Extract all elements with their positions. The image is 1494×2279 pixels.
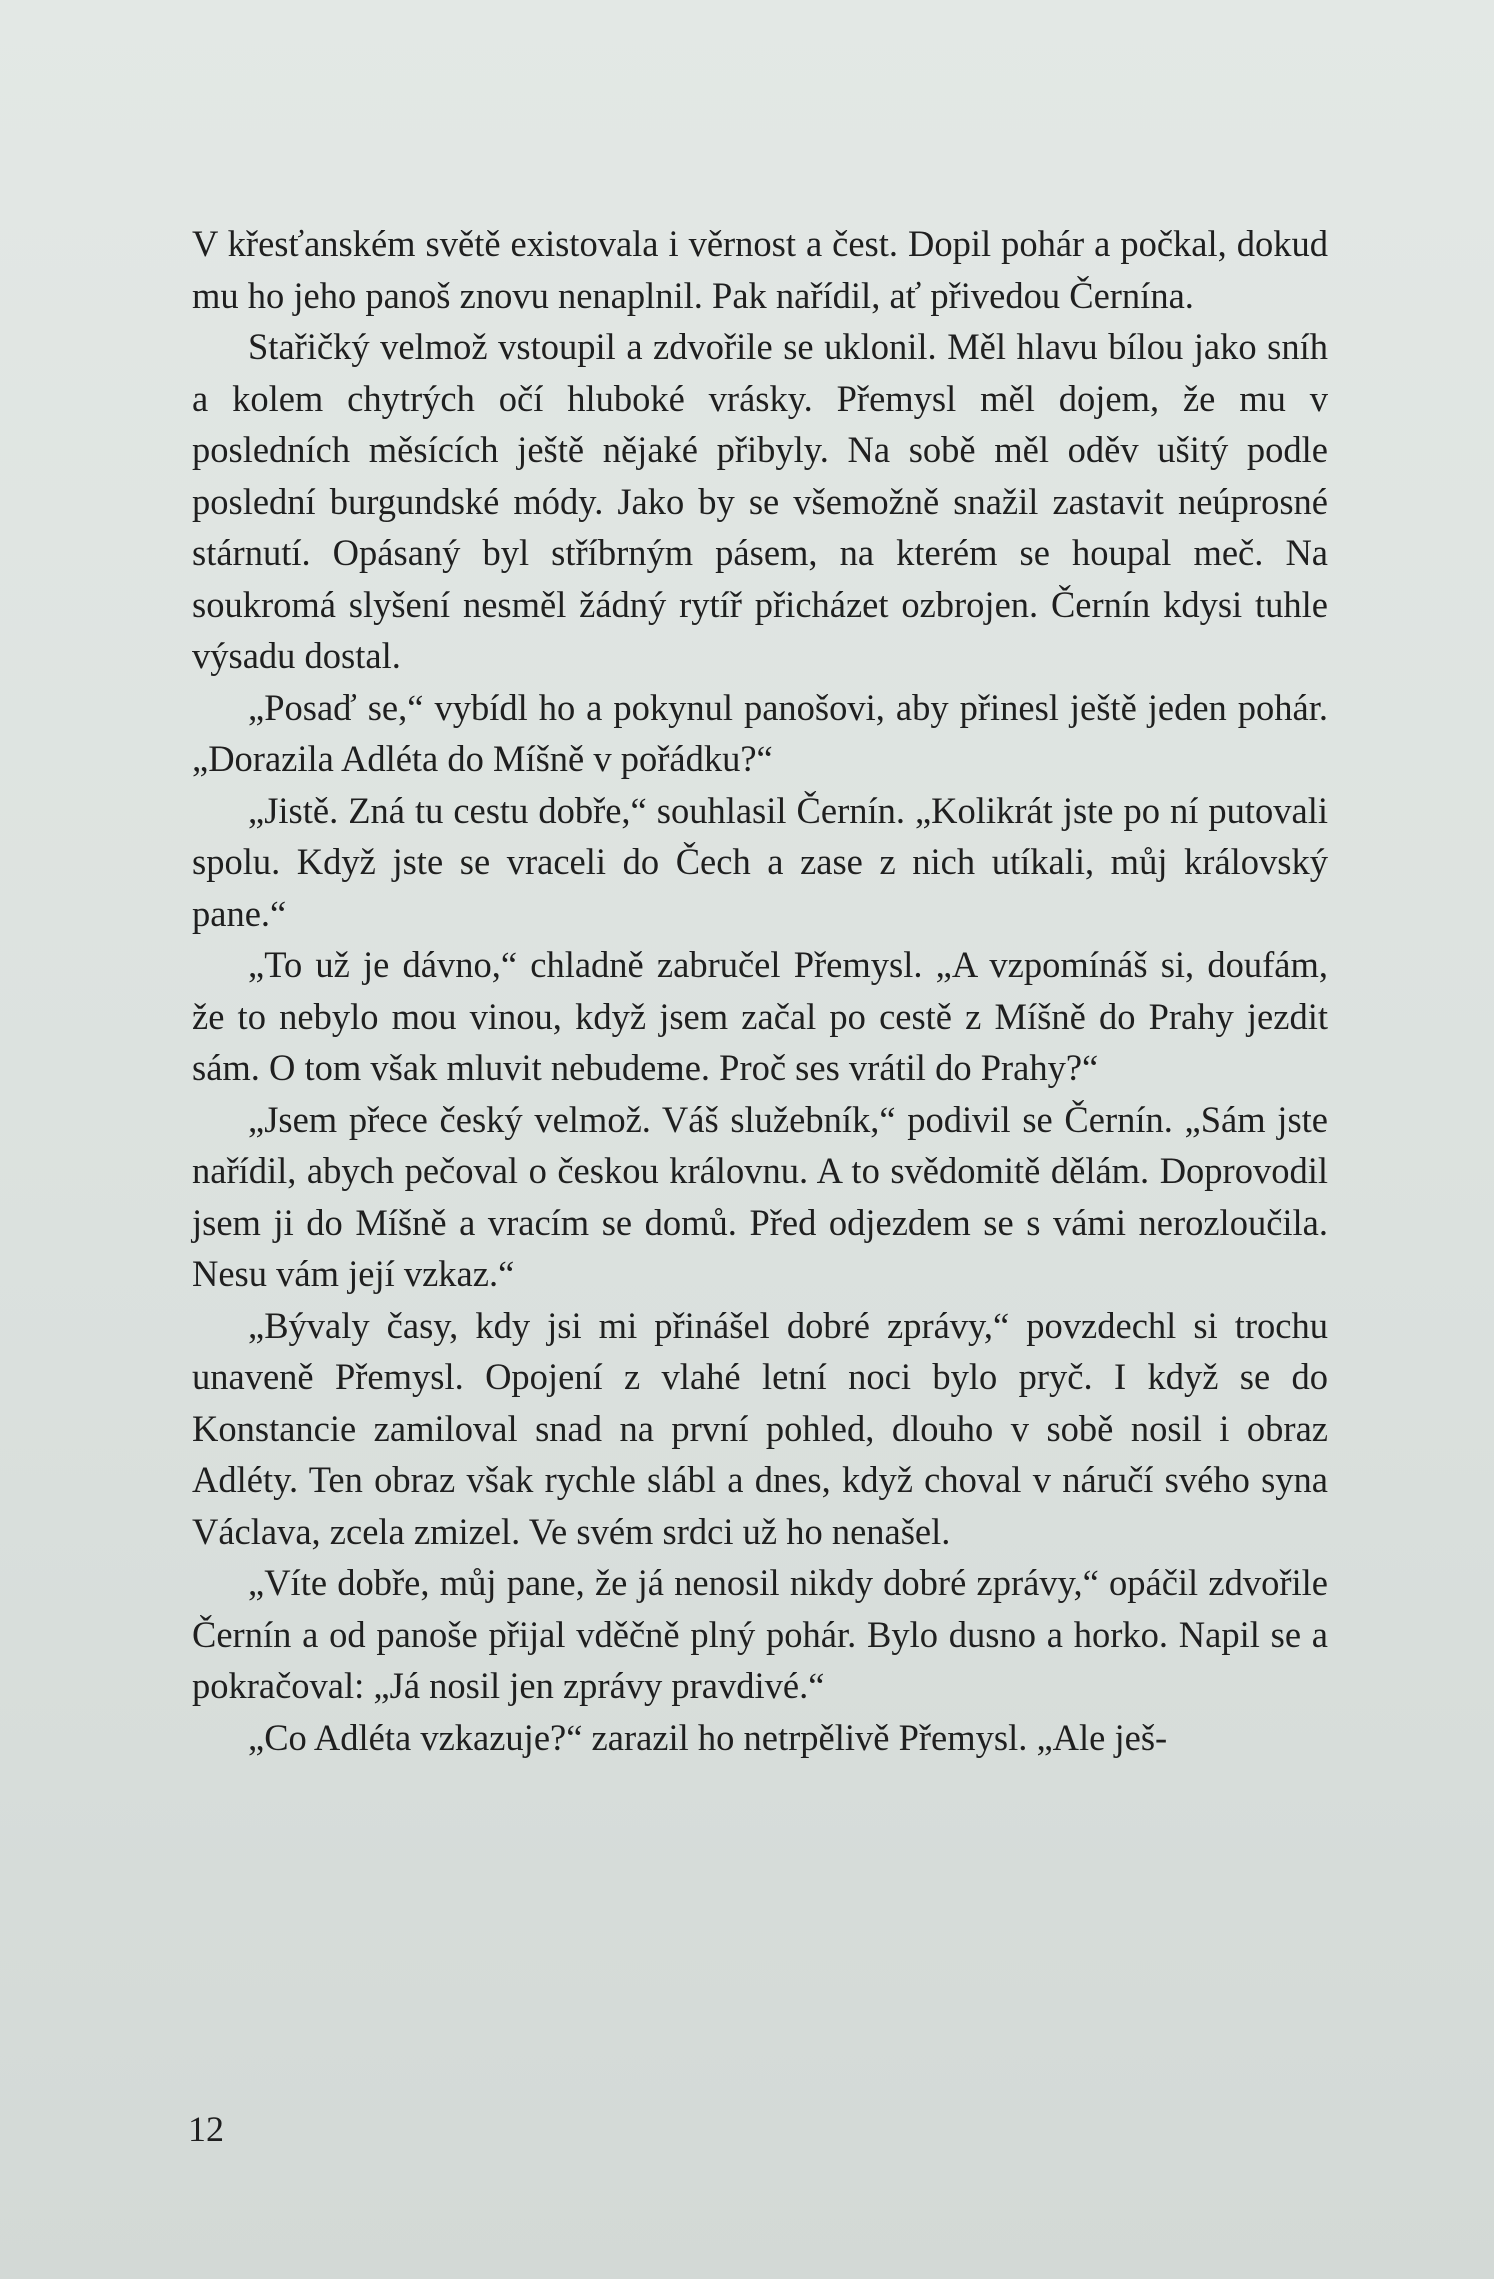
paragraph: „Posaď se,“ vybídl ho a pokynul panošovi, aby přinesl ještě jeden pohár. „Dorazila Adléta do Míšně v pořádku?“ — [192, 686, 1328, 779]
paragraph: „Co Adléta vzkazuje?“ zarazil ho netrpělivě Přemysl. „Ale ješ- — [248, 1716, 1168, 1758]
paragraph: „Jsem přece český velmož. Váš služebník,“ podivil se Černín. „Sám jste nařídil, abych pečoval o českou královnu. A to svědomitě dělám. Doprovodil jsem ji do Míšně a vracím se domů. Před odjezdem se s vámi nerozloučila. Nesu vám její vzkaz.“ — [192, 1098, 1328, 1294]
page-number: 12 — [188, 2109, 224, 2149]
body-text — [192, 218, 1328, 1763]
paragraph: V křesťanském světě existovala i věrnost a čest. Dopil pohár a počkal, dokud mu ho jeho panoš znovu nenaplnil. Pak nařídil, ať přivedou Černína. — [192, 223, 1328, 316]
paragraph: „Víte dobře, můj pane, že já nenosil nikdy dobré zprávy,“ opáčil zdvořile Černín a od panoše přijal vděčně plný pohár. Bylo dusno a horko. Napil se a pokračoval: „Já nosil jen zprávy pravdivé.“ — [192, 1562, 1328, 1706]
paragraph: Stařičký velmož vstoupil a zdvořile se uklonil. Měl hlavu bílou jako sníh a kolem chytrých očí hluboké vrásky. Přemysl měl dojem, že mu v posledních měsících ještě nějaké přibyly. Na sobě měl oděv ušitý podle poslední burgundské módy. Jako by se všemožně snažil zastavit neúprosné stárnutí. Opásaný byl stříbrným pásem, na kterém se houpal meč. Na soukromá slyšení nesměl žádný rytíř přicházet ozbrojen. Černín kdysi tuhle výsadu dostal. — [192, 326, 1328, 676]
paragraph: „Jistě. Zná tu cestu dobře,“ souhlasil Černín. „Kolikrát jste po ní putovali spolu. Když jste se vraceli do Čech a zase z nich utíkali, můj královský pane.“ — [192, 789, 1328, 934]
paragraph: „To už je dávno,“ chladně zabručel Přemysl. „A vzpomínáš si, doufám, že to nebylo mou vinou, když jsem začal po cestě z Míšně do Prahy jezdit sám. O tom však mluvit nebudeme. Proč ses vrátil do Prahy?“ — [192, 944, 1328, 1088]
paragraph: „Bývaly časy, kdy jsi mi přinášel dobré zprávy,“ povzdechl si trochu unaveně Přemysl. Opojení z vlahé letní noci bylo pryč. I když se do Konstancie zamiloval snad na první pohled, dlouho v sobě nosil i obraz Adléty. Ten obraz však rychle slábl a dnes, když choval v náručí svého syna Václava, zcela zmizel. Ve svém srdci už ho nenašel. — [192, 1304, 1328, 1552]
